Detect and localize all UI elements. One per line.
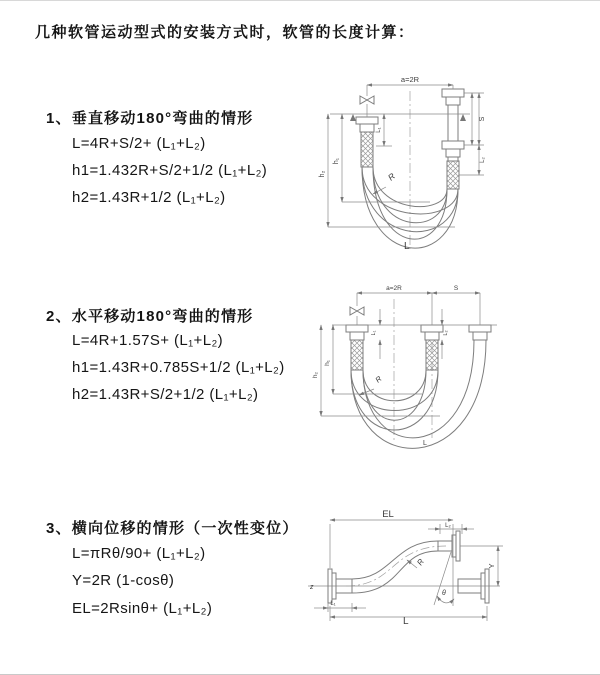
section3-formula-Y: Y=2R (1-cosθ) — [72, 572, 175, 589]
ref-arrow-right — [460, 114, 466, 121]
section3-formula-L: L=πRθ/90+ (L₁+L₂) — [72, 545, 206, 562]
valve-icon — [350, 307, 364, 315]
section1-formula-h2: h2=1.43R+1/2 (L₁+L₂) — [72, 189, 226, 206]
dim-label-l2: L₂ — [443, 330, 449, 336]
dim-label-h1: h₁ — [324, 360, 331, 366]
hose-assembly — [328, 531, 489, 603]
dim-label-l1: L₁ — [371, 330, 377, 336]
ref-arrow-left — [350, 114, 356, 121]
dim-label-l2: L₂ — [445, 523, 451, 529]
section3-heading: 3、横向位移的情形（一次性变位） — [46, 520, 299, 537]
section2-formula-h1: h1=1.43R+0.785S+1/2 (L₁+L₂) — [72, 359, 285, 376]
dim-label-l: L — [403, 616, 409, 627]
section1-formula-L: L=4R+S/2+ (L₁+L₂) — [72, 135, 206, 152]
diagram-horizontal-180-bend — [312, 283, 512, 455]
dim-label-s: S — [479, 116, 486, 122]
dim-label-l1: L₁ — [330, 601, 336, 607]
dim-label-a2r: a=2R — [400, 75, 420, 84]
hose-centerline — [346, 546, 446, 586]
section1-formula-h1: h1=1.432R+S/2+1/2 (L₁+L₂) — [72, 162, 268, 179]
dim-label-y: Y — [487, 563, 496, 569]
diagram-vertical-180-bend — [318, 71, 590, 259]
dim-label-r: R — [385, 170, 397, 183]
axis-break-mark: z — [310, 584, 314, 591]
hose-assembly — [346, 307, 491, 448]
section3-formula-EL: EL=2Rsinθ+ (L₁+L₂) — [72, 600, 213, 617]
section2-heading: 2、水平移动180°弯曲的情形 — [46, 308, 254, 325]
dim-label-l2: L₂ — [480, 157, 486, 163]
dim-label-theta: θ — [442, 590, 446, 597]
dim-label-s: S — [453, 285, 459, 292]
section1-heading: 1、垂直移动180°弯曲的情形 — [46, 110, 254, 127]
dim-label-h1: h₁ — [333, 157, 340, 165]
diagram-lateral-displacement — [300, 506, 510, 631]
section2-formula-h2: h2=1.43R+S/2+1/2 (L₁+L₂) — [72, 386, 259, 403]
valve-icon — [360, 96, 374, 104]
dimension-lines — [314, 520, 503, 621]
dimension-lines — [328, 85, 484, 227]
dim-label-l1: L₁ — [376, 127, 382, 133]
dim-label-el: EL — [382, 509, 394, 520]
dim-label-l: L — [423, 440, 427, 447]
section2-formula-L: L=4R+1.57S+ (L₁+L₂) — [72, 332, 224, 349]
dim-label-h2: h₂ — [312, 371, 319, 379]
dim-label-r: R — [373, 374, 384, 385]
dim-label-h2: h₂ — [319, 170, 326, 178]
page-title: 几种软管运动型式的安装方式时，软管的长度计算： — [35, 24, 415, 41]
dim-label-l: L — [404, 241, 410, 252]
dim-label-r: R — [415, 557, 426, 568]
dim-label-a2r: a=2R — [386, 285, 402, 292]
